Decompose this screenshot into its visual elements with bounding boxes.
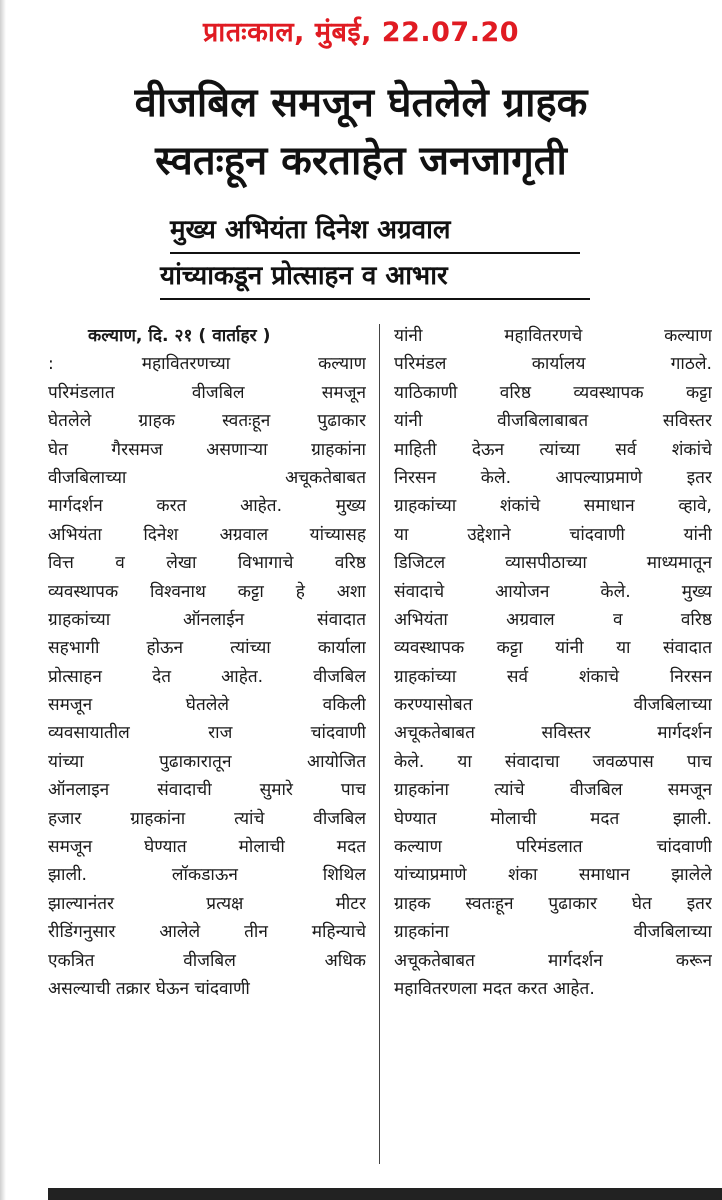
headline-line-1: वीजबिल समजून घेतलेले ग्राहक [134, 80, 588, 126]
article-line: ग्राहकांना त्यांचे वीजबिल समजून [394, 780, 712, 801]
article-line: केले. या संवादाचा जवळपास पाच [394, 751, 712, 772]
article-column-left [48, 322, 366, 1003]
subheadline [140, 208, 600, 300]
article-line: ग्राहकांच्या ऑनलाईन संवादात [48, 609, 366, 630]
article-line: या उद्देशाने चांदवाणी यांनी [394, 524, 712, 545]
article-line: घेण्यात मोलाची मदत झाली. [394, 808, 712, 829]
article-line: एकत्रित वीजबिल अधिक [48, 950, 366, 971]
article-right-lines [394, 322, 712, 1003]
article-line: समजून घेण्यात मोलाची मदत [48, 837, 366, 858]
article-line: वित्त व लेखा विभागाचे वरिष्ठ [48, 553, 366, 574]
article-line: घेतलेले ग्राहक स्वतःहून पुढाकार [48, 411, 366, 432]
article-line: ग्राहकांना वीजबिलाच्या [394, 922, 712, 943]
headline [10, 74, 712, 190]
article-line: व्यवसायातील राज चांदवाणी [48, 723, 366, 744]
article-line: निरसन केले. आपल्याप्रमाणे इतर [394, 467, 712, 488]
article-line: करण्यासोबत वीजबिलाच्या [394, 695, 712, 716]
article-line: व्यवस्थापक कट्टा यांनी या संवादात [394, 638, 712, 659]
subheadline-line-2: यांच्याकडून प्रोत्साहन व आभार [160, 254, 590, 300]
article-line: अचूकतेबाबत सविस्तर मार्गदर्शन [394, 723, 712, 744]
article-line: डिजिटल व्यासपीठाच्या माध्यमातून [394, 553, 712, 574]
article-line: : महावितरणच्या कल्याण [48, 354, 366, 375]
article-line: याठिकाणी वरिष्ठ व्यवस्थापक कट्टा [394, 382, 712, 403]
article-line: ग्राहकांच्या शंकांचे समाधान व्हावे, [394, 496, 712, 517]
article-line: परिमंडल कार्यालय गाठले. [394, 354, 712, 375]
article-line: ऑनलाइन संवादाची सुमारे पाच [48, 780, 366, 801]
article-line: यांच्याप्रमाणे शंका समाधान झालेले [394, 865, 712, 886]
article-line: हजार ग्राहकांना त्यांचे वीजबिल [48, 808, 366, 829]
article-line: झाली. लॉकडाऊन शिथिल [48, 865, 366, 886]
subheadline-line-1: मुख्य अभियंता दिनेश अग्रवाल [170, 208, 580, 254]
article-line: ग्राहकांच्या सर्व शंकाचे निरसन [394, 666, 712, 687]
article-line: संवादाचे आयोजन केले. मुख्य [394, 581, 712, 602]
article-line: अभियंता अग्रवाल व वरिष्ठ [394, 609, 712, 630]
bottom-border-bar [48, 1188, 722, 1200]
article-line: मार्गदर्शन करत आहेत. मुख्य [48, 496, 366, 517]
article-line: व्यवस्थापक विश्वनाथ कट्टा हे अशा [48, 581, 366, 602]
article-line: अचूकतेबाबत मार्गदर्शन करून [394, 950, 712, 971]
article-line: प्रोत्साहन देत आहेत. वीजबिल [48, 666, 366, 687]
article-line: यांनी महावितरणचे कल्याण [394, 326, 712, 346]
page-edge-shadow [0, 0, 6, 1200]
article-line: सहभागी होऊन त्यांच्या कार्याला [48, 638, 366, 659]
article-line: यांनी वीजबिलाबाबत सविस्तर [394, 411, 712, 432]
article-line: महावितरणला मदत करत आहेत. [394, 978, 595, 999]
source-dateline: प्रातःकाल, मुंबई, 22.07.20 [202, 17, 520, 48]
article-dateline: कल्याण, दि. २१ ( वार्ताहर ) [88, 326, 271, 346]
article-left-lines [48, 350, 366, 1003]
article-line: समजून घेतलेले वकिली [48, 695, 366, 716]
article-line: झाल्यानंतर प्रत्यक्ष मीटर [48, 893, 366, 914]
article-line: वीजबिलाच्या अचूकतेबाबत [48, 467, 366, 488]
article-line: कल्याण परिमंडलात चांदवाणी [394, 837, 712, 858]
article-line: असल्याची तक्रार घेऊन चांदवाणी [48, 978, 250, 999]
article-line: रीडिंगनुसार आलेले तीन महिन्याचे [48, 922, 366, 943]
article-line: ग्राहक स्वतःहून पुढाकार घेत इतर [394, 893, 712, 914]
article-line: परिमंडलात वीजबिल समजून [48, 382, 366, 403]
article-line: यांच्या पुढाकारातून आयोजित [48, 751, 366, 772]
article-line: घेत गैरसमज असणाऱ्या ग्राहकांना [48, 439, 366, 460]
article-line: अभियंता दिनेश अग्रवाल यांच्यासह [48, 524, 366, 545]
headline-line-2: स्वतःहून करताहेत जनजागृती [155, 138, 567, 184]
column-divider [379, 324, 380, 1164]
article-line: माहिती देऊन त्यांच्या सर्व शंकांचे [394, 439, 712, 460]
article-column-right [394, 322, 712, 1003]
